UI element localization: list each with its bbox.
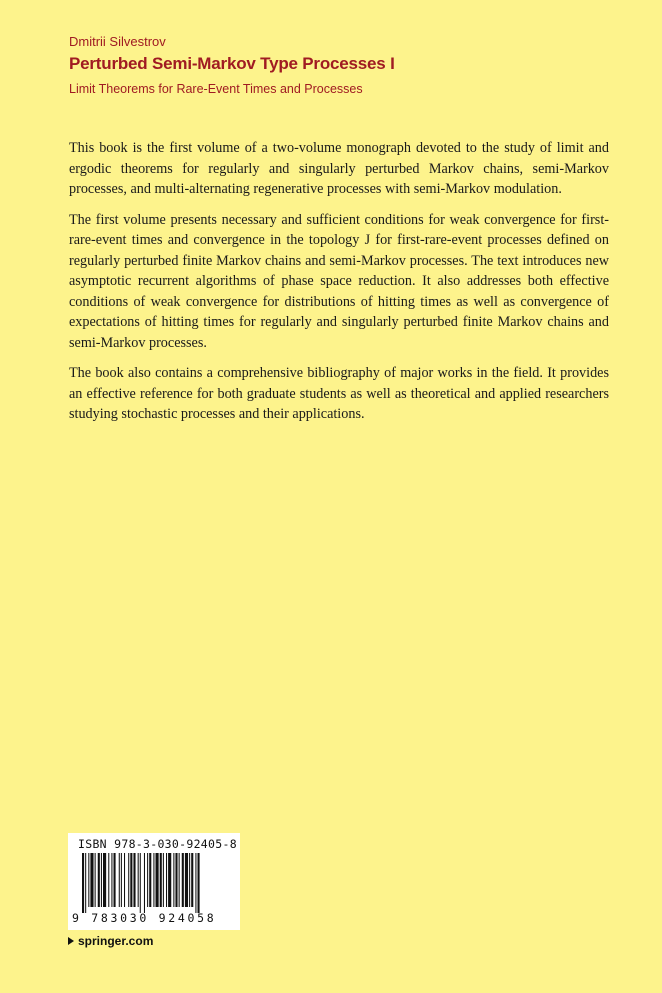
barcode-bar bbox=[101, 853, 102, 907]
isbn-label: ISBN 978-3-030-92405-8 bbox=[78, 837, 237, 851]
barcode-bar bbox=[98, 853, 100, 907]
barcode-bar bbox=[185, 853, 188, 907]
barcode-bar bbox=[195, 853, 196, 913]
blurb-paragraph-3: The book also contains a comprehensive bibliography of major works in the field. It provides an effective reference for both graduate students as well as theoretical and applied researchers studying stochastic processes and their applications. bbox=[69, 365, 609, 422]
barcode-bar bbox=[149, 853, 151, 907]
barcode-bar bbox=[95, 853, 96, 907]
barcode-bar bbox=[179, 853, 180, 907]
barcode-bar bbox=[88, 853, 89, 907]
barcode-bar bbox=[85, 853, 86, 913]
barcode-bar bbox=[140, 853, 141, 913]
barcode-bar bbox=[153, 853, 154, 907]
publisher-url: springer.com bbox=[78, 934, 154, 948]
barcode-bar bbox=[198, 853, 200, 913]
barcode-icon bbox=[82, 853, 232, 913]
barcode-bar bbox=[175, 853, 177, 907]
barcode-bar bbox=[119, 853, 120, 907]
barcode-bar bbox=[133, 853, 135, 907]
barcode-bar bbox=[156, 853, 159, 907]
barcode-bar bbox=[114, 853, 116, 907]
barcode-bar bbox=[166, 853, 167, 907]
author-name: Dmitrii Silvestrov bbox=[69, 34, 166, 49]
barcode-bar bbox=[103, 853, 106, 907]
barcode-digits: 9 783030 924058 bbox=[72, 911, 217, 925]
isbn-barcode-box bbox=[68, 833, 240, 930]
barcode-bar bbox=[82, 853, 84, 913]
barcode-bar bbox=[163, 853, 164, 907]
barcode-bar bbox=[121, 853, 122, 907]
barcode-bar bbox=[160, 853, 162, 907]
blurb-paragraph-2: The first volume presents necessary and sufficient conditions for weak convergence for first-rare-event times and convergence in the topology J for first-rare-event processes defined on regularly perturbed finite Markov chains and semi-Markov processes. The text introduces new asymptotic recurrent algorithms of phase space reduction. It also addresses both effective conditions of weak convergence for distributions of hitting times as well as convergence of expectations of hitting times for regularly and singularly perturbed finite Markov chains and semi-Markov processes. bbox=[69, 211, 609, 351]
barcode-bar bbox=[124, 853, 125, 907]
barcode-bar bbox=[90, 853, 93, 907]
barcode-bar bbox=[130, 853, 132, 907]
barcode-bar bbox=[182, 853, 184, 907]
barcode-bar bbox=[173, 853, 174, 907]
barcode-bar bbox=[144, 853, 145, 913]
publisher-link[interactable] bbox=[68, 934, 153, 948]
barcode-bar bbox=[147, 853, 148, 907]
blurb bbox=[69, 138, 609, 435]
blurb-paragraph-1: This book is the first volume of a two-volume monograph devoted to the study of limit and ergodic theorems for regularly and singularly perturbed Markov chains, semi-Markov processes, and multi-alternating regenerative processes with semi-Markov modulation. bbox=[69, 140, 609, 197]
barcode-bar bbox=[168, 853, 171, 907]
arrow-right-icon bbox=[68, 937, 74, 945]
barcode-bar bbox=[128, 853, 129, 907]
barcode-bar bbox=[189, 853, 190, 907]
barcode-bar bbox=[191, 853, 193, 907]
barcode-bar bbox=[138, 853, 139, 907]
barcode-bar bbox=[111, 853, 112, 907]
book-subtitle: Limit Theorems for Rare-Event Times and Processes bbox=[69, 82, 363, 96]
book-title: Perturbed Semi-Markov Type Processes I bbox=[69, 54, 395, 73]
barcode-bar bbox=[108, 853, 109, 907]
